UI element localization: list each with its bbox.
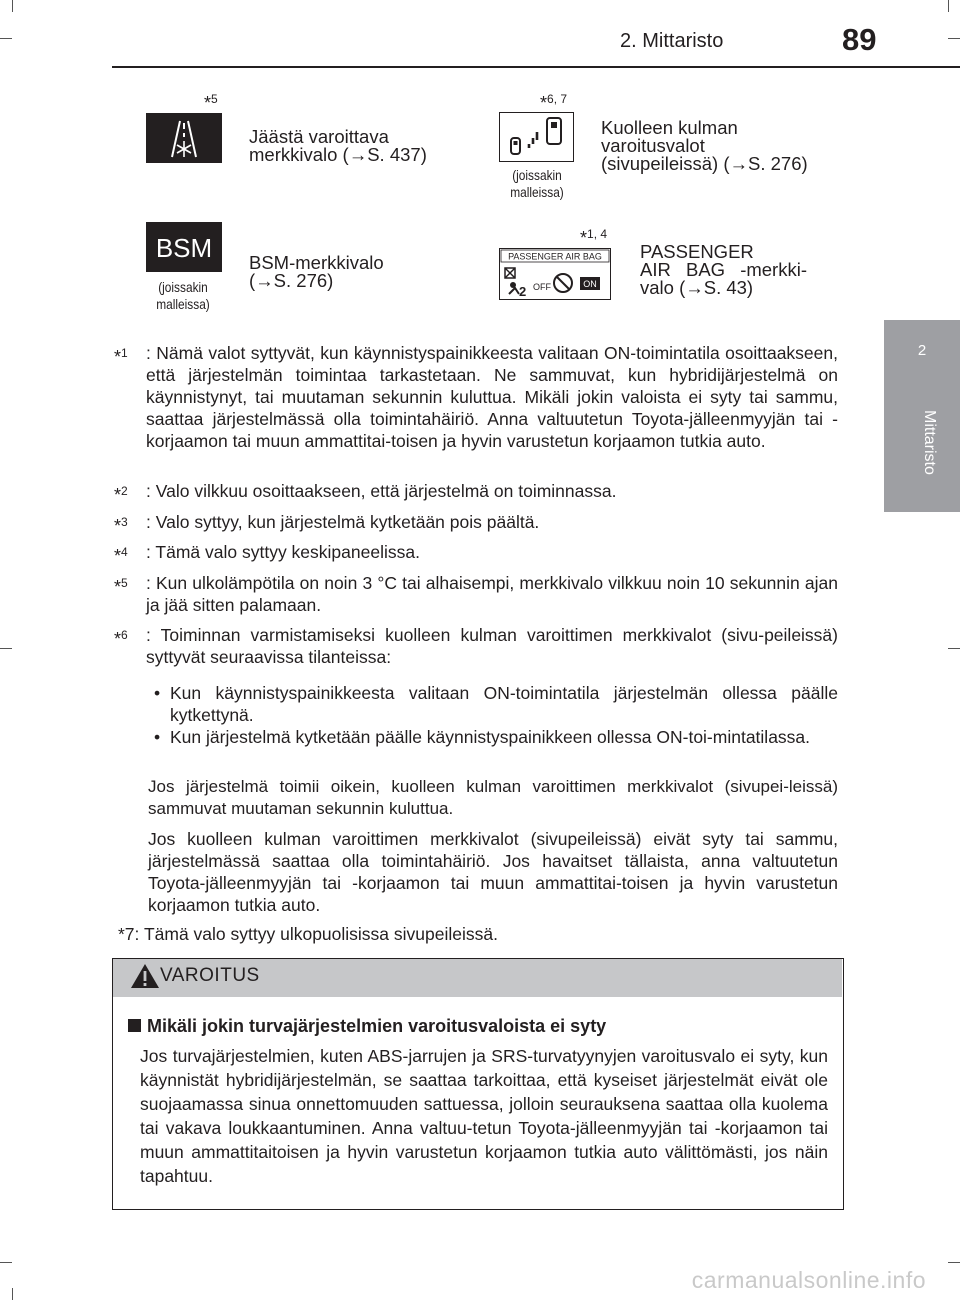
note-mark: *$^{6, 7}$ [540,92,568,113]
crop-mark [12,0,13,12]
warning-subtitle: Mikäli jokin turvajärjestelmien varoitusvaloista ei syty [128,1016,606,1037]
paragraph: Jos kuolleen kulman varoittimen merkkivalot (sivupeileissä) eivät syty tai sammu, järjestelmässä saattaa olla toimintahäiriö. Jos havaitset tällaista, anna valtuutetun Toyota-jälleenmyyjän tai -korjaamon tai muun ammattitai-toisen ja hyvin varustetun korjaamon tutkia auto. [148,829,838,915]
crop-mark [948,0,949,12]
ice-warning-icon [146,113,222,168]
bsm-icon [146,222,222,277]
svg-text:PASSENGER AIR BAG: PASSENGER AIR BAG [508,251,602,262]
footnote: *$^6$ : Toiminnan varmistamiseksi kuolleen kulman varoittimen merkkivalot (sivu-peileissä) syttyvät seuraavissa tilanteissa: [114,625,838,667]
note-mark: *$^{1, 4}$ [580,227,608,248]
square-bullet-icon [128,1019,141,1032]
icon-label: Kuolleen kulman varoitusvalot (sivupeileissä) (→S. 276) [601,117,808,174]
paragraph: Jos järjestelmä toimii oikein, kuolleen kulman varoittimen merkkivalot (sivupei-leissä) sammuvat muutaman sekunnin kuluttua. [148,777,838,818]
chapter-label: Mittaristo [921,410,938,475]
list-item: • Kun käynnistyspainikkeesta valitaan ON-toimintatila järjestelmän ollessa päälle kytkettynä. [154,683,838,725]
warning-title: VAROITUS [160,965,260,986]
list-item: • Kun järjestelmä kytketään päälle käynnistyspainikkeen ollessa ON-toi-mintatilassa. [154,727,811,747]
footnote: *$^2$ : Valo vilkkuu osoittaakseen, että järjestelmä on toiminnassa. [114,481,617,505]
page-number: 89 [842,22,877,57]
warning-text: Jos turvajärjestelmien, kuten ABS-jarrujen ja SRS-turvatyynyjen varoitusvalo ei syty, kun käynnistät hybridijärjestelmän, se saattaa tarkoittaa, että kyseiset järjestelmät eivät ole suojaamassa sinua onnettomuuden sattuessa, jolloin seurauksena saattaa olla kuolema tai vakava loukkaantuminen. Anna valtuu-tetun Toyota-jälleenmyyjän tai -korjaamon tai muun ammattitaitoisen ja hyvin varustetun korjaamon tutkia auto välittömästi, jos näin tapahtuu. [140,1046,828,1186]
note-mark: *$^5$ [204,92,218,113]
chapter-number: 2 [917,342,927,359]
crop-mark [12,1288,13,1300]
crop-mark [948,1262,960,1263]
model-note: (joissakin malleissa) [510,167,564,200]
svg-text:OFF: OFF [533,282,551,292]
icon-label: PASSENGER AIR BAG -merkki- valo (→S. 43) [640,241,807,298]
crop-mark [0,38,12,39]
model-note: (joissakin malleissa) [156,279,210,312]
crop-mark [0,1262,12,1263]
header-rule [112,66,960,68]
footnote: *7: Tämä valo syttyy ulkopuolisissa sivupeileissä. [118,924,498,944]
warning-icon [130,962,160,995]
passenger-airbag-icon [499,248,611,305]
watermark: carmanualsonline.info [691,1267,926,1293]
footnote: *$^4$ : Tämä valo syttyy keskipaneelissa. [114,542,420,566]
svg-text:BSM: BSM [155,233,213,263]
footnote: *$^5$ : Kun ulkolämpötila on noin 3 °C tai alhaisempi, merkkivalo vilkkuu noin 10 sekunnin ajan ja jää sitten palamaan. [114,573,838,615]
svg-text:2: 2 [519,284,527,299]
footnote: *$^3$ : Valo syttyy, kun järjestelmä kytketään pois päältä. [114,512,540,536]
crop-mark [948,648,960,649]
icon-label: BSM-merkkivalo (→S. 276) [249,252,384,291]
section-title: 2. Mittaristo [620,30,724,52]
svg-text:ON: ON [583,279,597,289]
crop-mark [0,648,12,649]
blind-spot-icon [499,112,574,167]
crop-mark [948,38,960,39]
icon-label: Jäästä varoittava merkkivalo (→S. 437) [249,126,427,165]
footnote: *$^1$ : Nämä valot syttyvät, kun käynnistyspainikkeesta valitaan ON-toimintatila osoittaakseen, että järjestelmän toimintaa tarkastetaan. Ne sammuvat, kun hybridijärjestelmä on käynnistynyt, tai muutaman sekunnin kuluttua. Mikäli jokin valoista ei syty tai sammu, saattaa järjestelmässä olla toimintahäiriö. Anna valtuutetun Toyota-jälleenmyyjän tai -korjaamon tai muun ammattitai-toisen ja hyvin varustetun korjaamon tutkia auto. [114,343,838,451]
